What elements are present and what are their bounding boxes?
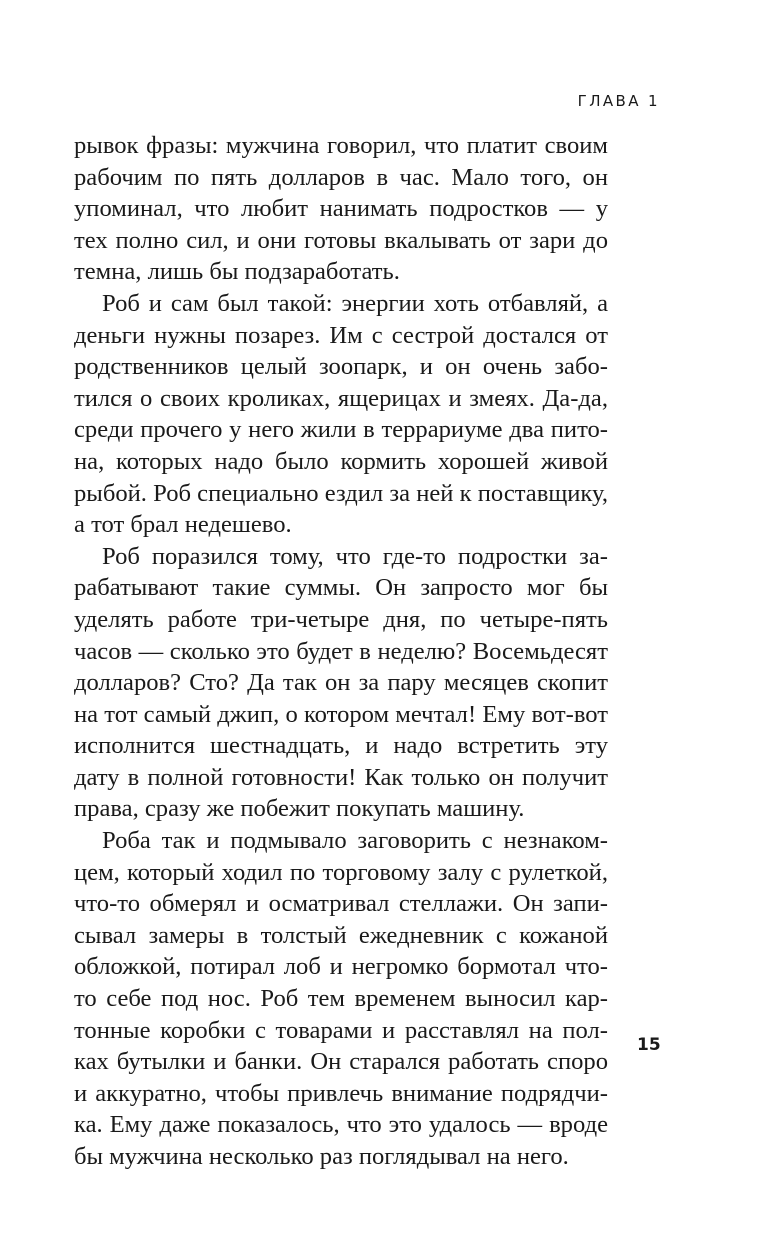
paragraph: Роб и сам был такой: энергии хоть отбавляй, а деньги нужны позарез. Им с сестрой достался от родственников целый зоопарк, и он очень заботился о своих кроликах, ящерицах и змеях. Да-да, среди прочего у него жили в террариуме два питона, которых надо было кормить хорошей живой рыбой. Роб специально ездил за ней к поставщику, а тот брал недешево.: [74, 289, 608, 539]
paragraph: Роба так и подмывало заговорить с незнакомцем, который ходил по торговому залу с рулеткой, что-то обмерял и осматривал стеллажи. Он записывал замеры в толстый ежедневник с кожаной обложкой, потирал лоб и негромко бормотал что-то себе под нос. Роб тем временем выносил картонные коробки с товарами и расставлял на полках бутылки и банки. Он старался работать споро и аккуратно, чтобы привлечь внимание подрядчика. Ему даже показалось, что это удалось — вроде бы мужчина несколько раз поглядывал на него.: [74, 827, 608, 1170]
paragraph: Роб поразился тому, что где-то подростки зарабатывают такие суммы. Он запросто мог бы уделять работе три-четыре дня, по четыре-пять часов — сколько это будет в неделю? Восемьдесят долларов? Сто? Да так он за пару месяцев скопит на тот самый джип, о котором мечтал! Ему вот-вот исполнится шестнадцать, и надо встретить эту дату в полной готовности! Как только он получит права, сразу же побежит покупать машину.: [74, 542, 608, 823]
paragraph: рывок фразы: мужчина говорил, что платит своим рабочим по пять долларов в час. Мало того, он упоминал, что любит нанимать подростков — у тех полно сил, и они готовы вкалывать от зари до темна, лишь бы подзаработать.: [74, 132, 608, 286]
body-text: [74, 130, 608, 1173]
page-number: 15: [637, 1035, 661, 1055]
running-head: ГЛАВА 1: [577, 92, 660, 110]
